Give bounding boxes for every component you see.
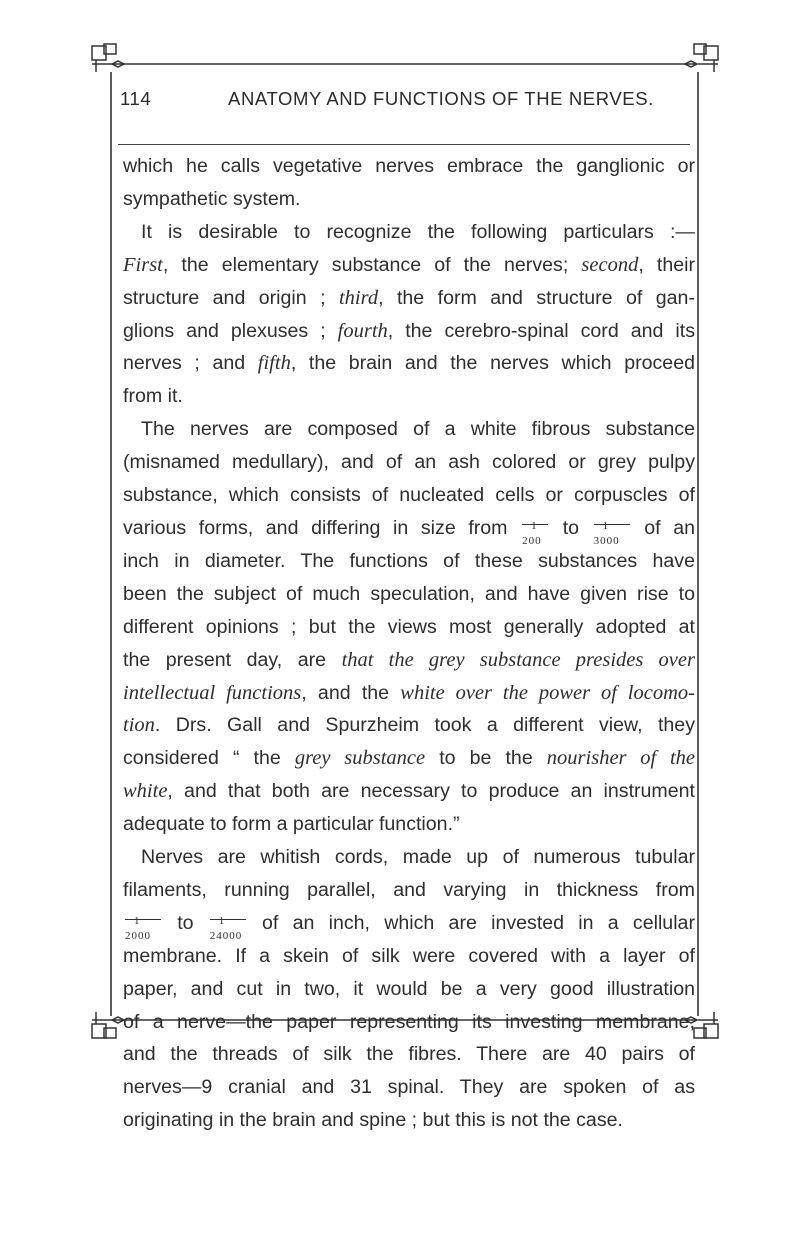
text-line: the present day, are that the grey substance presides over bbox=[123, 648, 695, 671]
page-number: 114 bbox=[120, 88, 152, 109]
running-title: ANATOMY AND FUNCTIONS OF THE NERVES. bbox=[228, 88, 654, 109]
text-line: been the subject of much speculation, and have given rise to bbox=[123, 582, 695, 605]
italic-text: First bbox=[123, 253, 163, 276]
text-line: It is desirable to recognize the following particulars :— bbox=[141, 220, 695, 243]
italic-text: nourisher of the bbox=[546, 747, 696, 770]
corner-ornament-bottom-left bbox=[92, 1012, 124, 1038]
text-line: membrane. If a skein of silk were covered with a layer of bbox=[123, 944, 695, 967]
text-line: from it. bbox=[123, 385, 183, 408]
text-line: substance, which consists of nucleated cells or corpuscles of bbox=[123, 484, 695, 507]
text-line: First, the elementary substance of the nerves; second, their bbox=[123, 253, 695, 276]
body-text bbox=[123, 150, 695, 1137]
text-line: The nerves are composed of a white fibrous substance bbox=[141, 418, 695, 441]
text-line: adequate to form a particular function.” bbox=[123, 813, 460, 836]
italic-text: that the grey substance presides over bbox=[341, 648, 695, 671]
header-rule bbox=[118, 144, 690, 145]
text-line: (misnamed medullary), and of an ash colored or grey pulpy bbox=[123, 451, 695, 474]
text-line: intellectual functions, and the white over the power of locomo- bbox=[123, 681, 695, 704]
italic-text: second bbox=[581, 253, 639, 276]
text-line: filaments, running parallel, and varying in thickness from bbox=[123, 878, 695, 901]
italic-text: intellectual functions bbox=[123, 681, 302, 704]
text-line: white, and that both are necessary to produce an instrument bbox=[123, 780, 695, 803]
text-line: inch in diameter. The functions of these substances have bbox=[123, 549, 695, 572]
text-line: Nerves are whitish cords, made up of numerous tubular bbox=[141, 846, 695, 869]
text-line: considered “ the grey substance to be the nourisher of the bbox=[123, 747, 696, 770]
italic-text: fourth bbox=[337, 319, 388, 342]
text-line: various forms, and differing in size from 1 200 to 1 3000 of an bbox=[123, 516, 695, 547]
italic-text: white bbox=[123, 780, 168, 803]
text-line: 1 2000 to 1 24000 of an inch, which are invested in a cellular bbox=[125, 911, 695, 942]
italic-text: tion bbox=[123, 714, 155, 737]
text-line: paper, and cut in two, it would be a very good illustration bbox=[123, 977, 695, 1000]
fraction-1-24000: 1 24000 bbox=[208, 913, 248, 931]
italic-text: grey substance bbox=[294, 747, 426, 770]
italic-text: white over the power of locomo- bbox=[400, 681, 695, 704]
text-line: tion. Drs. Gall and Spurzheim took a different view, they bbox=[123, 714, 695, 737]
text-line: nerves—9 cranial and 31 spinal. They are spoken of as bbox=[123, 1076, 695, 1099]
text-line: of a nerve—the paper representing its investing membrane, bbox=[123, 1010, 695, 1033]
italic-text: fifth bbox=[257, 352, 291, 375]
text-line: which he calls vegetative nerves embrace the ganglionic or bbox=[123, 155, 695, 177]
fraction-1-2000: 1 2000 bbox=[123, 913, 163, 931]
italic-text: third bbox=[338, 286, 379, 309]
text-line: originating in the brain and spine ; but this is not the case. bbox=[123, 1109, 623, 1132]
corner-ornament-top-right bbox=[685, 44, 718, 72]
text-line: nerves ; and fifth, the brain and the nerves which proceed bbox=[123, 352, 695, 375]
text-line: and the threads of silk the fibres. There are 40 pairs of bbox=[123, 1043, 695, 1066]
text-line: glions and plexuses ; fourth, the cerebro-spinal cord and its bbox=[123, 319, 695, 342]
corner-ornament-top-left bbox=[92, 44, 124, 72]
fraction-1-3000: 1 3000 bbox=[592, 518, 632, 536]
text-line: sympathetic system. bbox=[123, 187, 301, 210]
text-line: different opinions ; but the views most generally adopted at bbox=[123, 615, 695, 638]
text-line: structure and origin ; third, the form and structure of gan- bbox=[123, 286, 695, 309]
fraction-1-200: 1 200 bbox=[520, 518, 550, 536]
